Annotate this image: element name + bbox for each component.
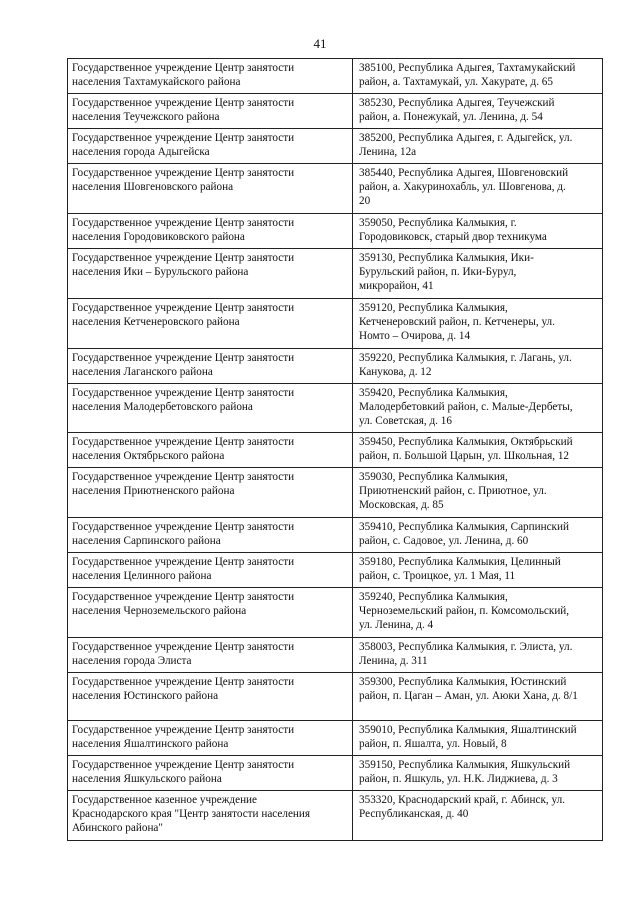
organization-name: Государственное учреждение Центр занятости населения Октябрьского района xyxy=(68,433,353,468)
table-row xyxy=(68,518,603,553)
page-number: 41 xyxy=(313,36,327,51)
organization-name: Государственное учреждение Центр занятости населения Яшкульского района xyxy=(68,756,353,791)
table-row xyxy=(68,164,603,214)
organization-address: 359300, Республика Калмыкия, Юстинский район, п. Цаган – Аман, ул. Аюки Хана, д. 8/1 xyxy=(353,673,603,721)
table-row xyxy=(68,433,603,468)
organization-name: Государственное учреждение Центр занятости населения Юстинского района xyxy=(68,673,353,721)
organization-name: Государственное учреждение Центр занятости населения Сарпинского района xyxy=(68,518,353,553)
organization-address: 359010, Республика Калмыкия, Яшалтинский район, п. Яшалта, ул. Новый, 8 xyxy=(353,721,603,756)
organization-name: Государственное учреждение Центр занятости населения Приютненского района xyxy=(68,468,353,518)
table-row xyxy=(68,299,603,349)
organization-address: 385100, Республика Адыгея, Тахтамукайский район, а. Тахтамукай, ул. Хакурате, д. 65 xyxy=(353,59,603,94)
organization-name: Государственное учреждение Центр занятости населения Тахтамукайского района xyxy=(68,59,353,94)
organization-name: Государственное казенное учреждение Краснодарского края "Центр занятости населения Абинского района" xyxy=(68,791,353,841)
organization-name: Государственное учреждение Центр занятости населения Черноземельского района xyxy=(68,588,353,638)
organization-name: Государственное учреждение Центр занятости населения Теучежского района xyxy=(68,94,353,129)
organization-address: 359420, Республика Калмыкия, Малодербетовкий район, с. Малые-Дербеты, ул. Советская, д. 16 xyxy=(353,384,603,433)
organization-address: 359410, Республика Калмыкия, Сарпинский район, с. Садовое, ул. Ленина, д. 60 xyxy=(353,518,603,553)
table-row xyxy=(68,553,603,588)
organization-name: Государственное учреждение Центр занятости населения Ики – Бурульского района xyxy=(68,249,353,299)
organization-address: 359180, Республика Калмыкия, Целинный район, с. Троицкое, ул. 1 Мая, 11 xyxy=(353,553,603,588)
organization-name: Государственное учреждение Центр занятости населения Шовгеновского района xyxy=(68,164,353,214)
table-row xyxy=(68,59,603,94)
table-row xyxy=(68,721,603,756)
table-row xyxy=(68,756,603,791)
table-row xyxy=(68,791,603,841)
table-row xyxy=(68,214,603,249)
organization-name: Государственное учреждение Центр занятости населения города Элиста xyxy=(68,638,353,673)
organization-address: 385230, Республика Адыгея, Теучежский район, а. Понежукай, ул. Ленина, д. 54 xyxy=(353,94,603,129)
organization-address: 359220, Республика Калмыкия, г. Лагань, ул. Канукова, д. 12 xyxy=(353,349,603,384)
organization-name: Государственное учреждение Центр занятости населения Городовиковского района xyxy=(68,214,353,249)
table-row xyxy=(68,349,603,384)
organization-address: 359120, Республика Калмыкия, Кетченеровский район, п. Кетченеры, ул. Номто – Очирова, д. 14 xyxy=(353,299,603,349)
table-row xyxy=(68,249,603,299)
organization-address: 359030, Республика Калмыкия, Приютненский район, с. Приютное, ул. Московская, д. 85 xyxy=(353,468,603,518)
organization-address: 359150, Республика Калмыкия, Яшкульский район, п. Яшкуль, ул. Н.К. Лиджиева, д. 3 xyxy=(353,756,603,791)
organization-name: Государственное учреждение Центр занятости населения Лаганского района xyxy=(68,349,353,384)
organization-address: 353320, Краснодарский край, г. Абинск, ул. Республиканская, д. 40 xyxy=(353,791,603,841)
organization-name: Государственное учреждение Центр занятости населения города Адыгейска xyxy=(68,129,353,164)
employment-centers-table xyxy=(67,58,603,841)
table-row xyxy=(68,588,603,638)
organization-name: Государственное учреждение Центр занятости населения Малодербетовского района xyxy=(68,384,353,433)
table-row xyxy=(68,129,603,164)
organization-name: Государственное учреждение Центр занятости населения Яшалтинского района xyxy=(68,721,353,756)
organization-address: 359050, Республика Калмыкия, г. Городовиковск, старый двор техникума xyxy=(353,214,603,249)
organization-address: 359130, Республика Калмыкия, Ики- Бурульский район, п. Ики-Бурул, микрорайон, 41 xyxy=(353,249,603,299)
organization-address: 385440, Республика Адыгея, Шовгеновский район, а. Хакуринохабль, ул. Шовгенова, д. 20 xyxy=(353,164,603,214)
organization-address: 358003, Республика Калмыкия, г. Элиста, ул. Ленина, д. 311 xyxy=(353,638,603,673)
table-row xyxy=(68,384,603,433)
organization-address: 359240, Республика Калмыкия, Черноземельский район, п. Комсомольский, ул. Ленина, д. 4 xyxy=(353,588,603,638)
table-row xyxy=(68,468,603,518)
organization-address: 359450, Республика Калмыкия, Октябрьский район, п. Большой Царын, ул. Школьная, 12 xyxy=(353,433,603,468)
organization-address: 385200, Республика Адыгея, г. Адыгейск, ул. Ленина, 12а xyxy=(353,129,603,164)
table-row xyxy=(68,638,603,673)
organization-name: Государственное учреждение Центр занятости населения Целинного района xyxy=(68,553,353,588)
table-row xyxy=(68,673,603,721)
organization-name: Государственное учреждение Центр занятости населения Кетченеровского района xyxy=(68,299,353,349)
table-row xyxy=(68,94,603,129)
